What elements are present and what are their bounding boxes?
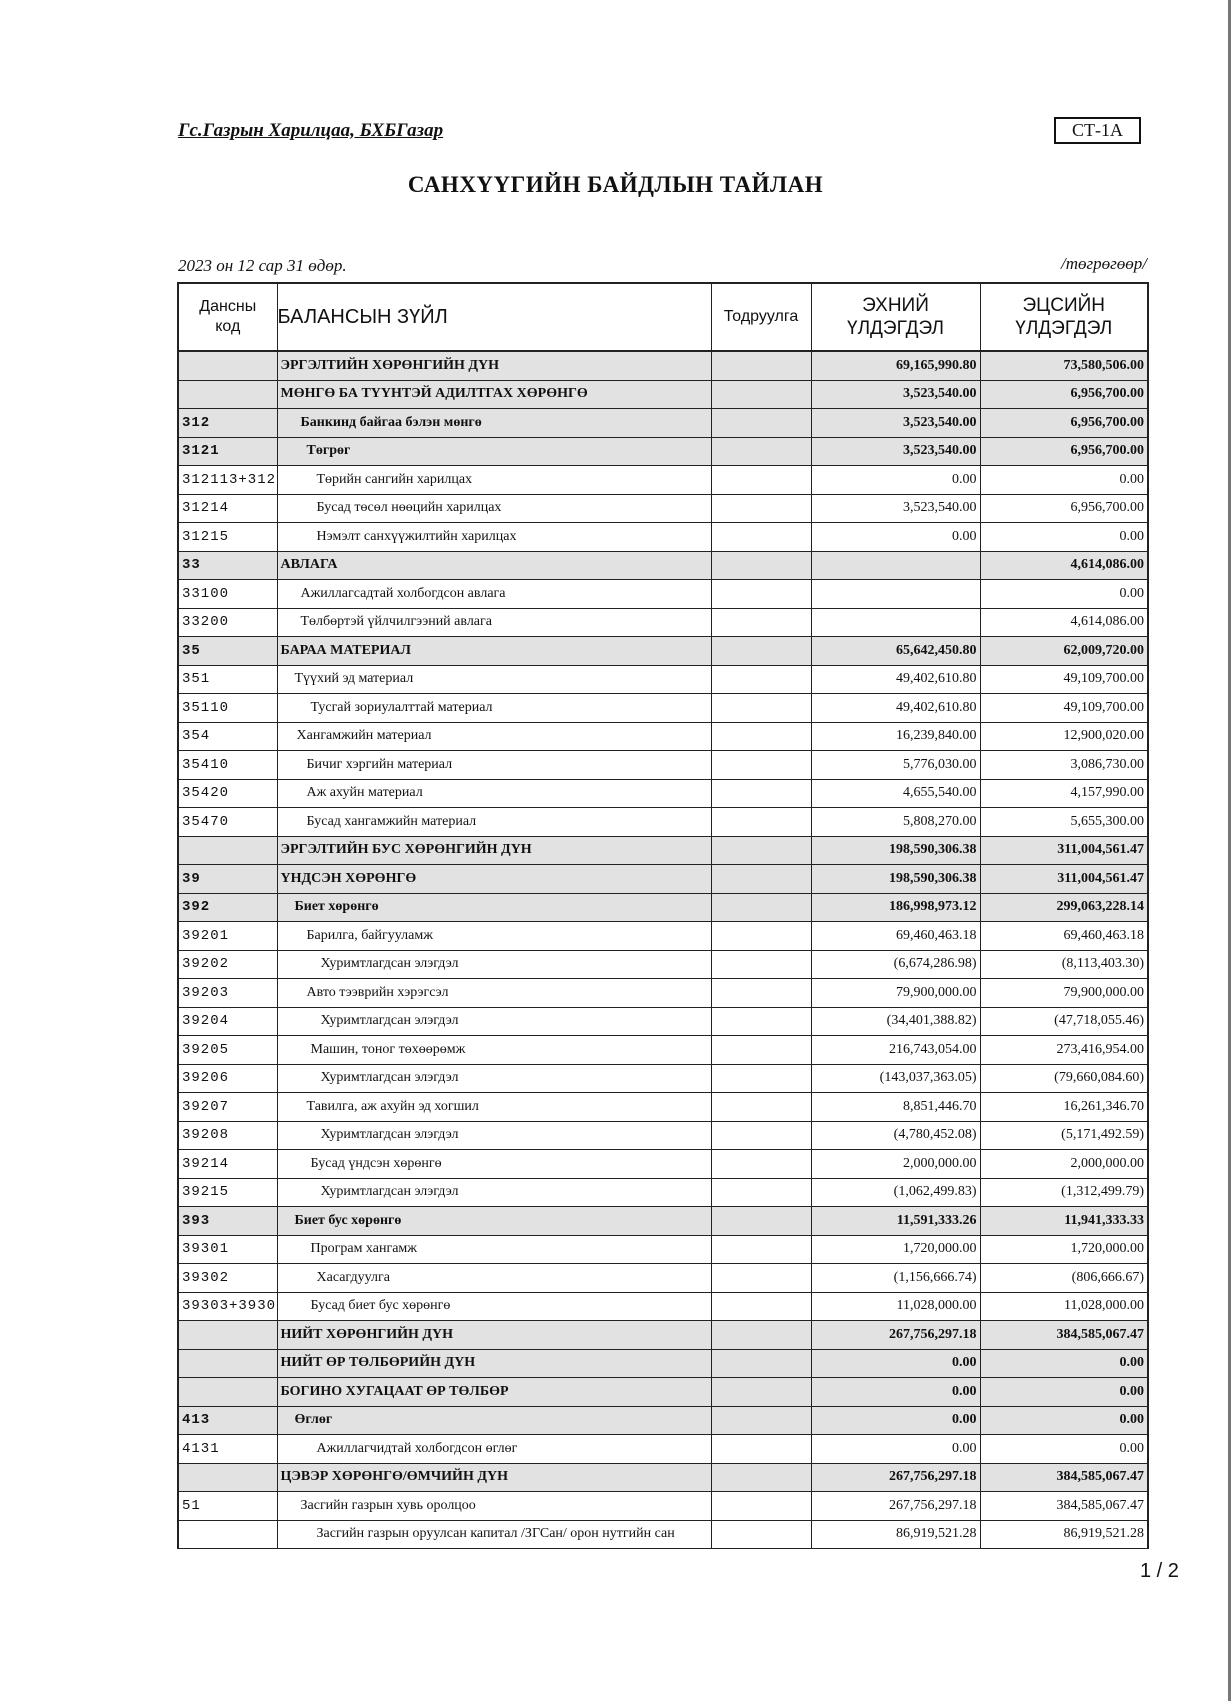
table-row: [178, 494, 1148, 523]
closing-balance-cell: 69,460,463.18: [980, 922, 1148, 951]
note-cell: [711, 1150, 811, 1179]
opening-balance-cell: (34,401,388.82): [811, 1007, 980, 1036]
table-row: [178, 779, 1148, 808]
opening-balance-cell: (1,062,499.83): [811, 1178, 980, 1207]
closing-balance-cell: 384,585,067.47: [980, 1321, 1148, 1350]
closing-balance-cell: 2,000,000.00: [980, 1150, 1148, 1179]
table-row: [178, 580, 1148, 609]
account-code-cell: 413: [178, 1406, 277, 1435]
table-row: [178, 1007, 1148, 1036]
account-code-cell: 39204: [178, 1007, 277, 1036]
table-row: [178, 922, 1148, 951]
account-code-cell: 35110: [178, 694, 277, 723]
account-code-cell: 312113+312: [178, 466, 277, 495]
closing-balance-cell: 0.00: [980, 1349, 1148, 1378]
closing-balance-cell: 16,261,346.70: [980, 1093, 1148, 1122]
note-cell: [711, 1036, 811, 1065]
opening-balance-cell: 3,523,540.00: [811, 494, 980, 523]
note-cell: [711, 1207, 811, 1236]
note-cell: [711, 665, 811, 694]
opening-balance-cell: 2,000,000.00: [811, 1150, 980, 1179]
table-row: [178, 1064, 1148, 1093]
note-cell: [711, 409, 811, 438]
column-header-closing: ЭЦСИЙН ҮЛДЭГДЭЛ: [980, 283, 1148, 351]
table-row: [178, 694, 1148, 723]
closing-balance-cell: 79,900,000.00: [980, 979, 1148, 1008]
table-body: [178, 351, 1148, 1549]
account-code-cell: 39303+3930: [178, 1292, 277, 1321]
account-code-cell: [178, 836, 277, 865]
closing-balance-cell: (1,312,499.79): [980, 1178, 1148, 1207]
page-number: 1 / 2: [1140, 1560, 1179, 1582]
note-cell: [711, 523, 811, 552]
closing-balance-cell: 6,956,700.00: [980, 409, 1148, 438]
balance-item-cell: Хангамжийн материал: [277, 722, 711, 751]
opening-balance-cell: 69,460,463.18: [811, 922, 980, 951]
closing-balance-cell: 0.00: [980, 1378, 1148, 1407]
balance-item-cell: ЭРГЭЛТИЙН ХӨРӨНГИЙН ДҮН: [277, 351, 711, 380]
opening-balance-cell: 86,919,521.28: [811, 1520, 980, 1549]
balance-item-cell: БАРАА МАТЕРИАЛ: [277, 637, 711, 666]
closing-balance-cell: 12,900,020.00: [980, 722, 1148, 751]
closing-balance-cell: 384,585,067.47: [980, 1463, 1148, 1492]
balance-item-cell: Засгийн газрын оруулсан капитал /ЗГСан/ орон нутгийн сан: [277, 1520, 711, 1549]
account-code-cell: 31215: [178, 523, 277, 552]
table-row: [178, 1178, 1148, 1207]
report-date: 2023 он 12 сар 31 өдөр.: [178, 256, 347, 275]
table-row: [178, 437, 1148, 466]
closing-balance-cell: 49,109,700.00: [980, 694, 1148, 723]
balance-item-cell: Бусад биет бус хөрөнгө: [277, 1292, 711, 1321]
table-row: [178, 893, 1148, 922]
table-row: [178, 523, 1148, 552]
account-code-cell: 35470: [178, 808, 277, 837]
opening-balance-cell: 11,028,000.00: [811, 1292, 980, 1321]
account-code-cell: 31214: [178, 494, 277, 523]
opening-balance-cell: 11,591,333.26: [811, 1207, 980, 1236]
account-code-cell: [178, 351, 277, 380]
note-cell: [711, 722, 811, 751]
table-row: [178, 1349, 1148, 1378]
balance-item-cell: Хасагдуулга: [277, 1264, 711, 1293]
table-row: [178, 1321, 1148, 1350]
table-row: [178, 1463, 1148, 1492]
note-cell: [711, 1121, 811, 1150]
table-row: [178, 1093, 1148, 1122]
currency-unit: /төгрөгөөр/: [1061, 254, 1147, 273]
opening-balance-cell: 0.00: [811, 1378, 980, 1407]
opening-balance-cell: 65,642,450.80: [811, 637, 980, 666]
table-row: [178, 950, 1148, 979]
balance-item-cell: Бусад үндсэн хөрөнгө: [277, 1150, 711, 1179]
closing-balance-cell: 3,086,730.00: [980, 751, 1148, 780]
table-row: [178, 1378, 1148, 1407]
note-cell: [711, 865, 811, 894]
table-row: [178, 1520, 1148, 1549]
note-cell: [711, 922, 811, 951]
balance-item-cell: Аж ахуйн материал: [277, 779, 711, 808]
opening-balance-cell: 3,523,540.00: [811, 380, 980, 409]
balance-item-cell: Засгийн газрын хувь оролцоо: [277, 1492, 711, 1521]
note-cell: [711, 694, 811, 723]
table-row: [178, 865, 1148, 894]
note-cell: [711, 608, 811, 637]
balance-item-cell: Ажиллагсадтай холбогдсон авлага: [277, 580, 711, 609]
note-cell: [711, 1406, 811, 1435]
table-row: [178, 722, 1148, 751]
note-cell: [711, 950, 811, 979]
balance-item-cell: Төгрөг: [277, 437, 711, 466]
note-cell: [711, 1007, 811, 1036]
opening-balance-cell: (4,780,452.08): [811, 1121, 980, 1150]
closing-balance-cell: (8,113,403.30): [980, 950, 1148, 979]
account-code-cell: 35420: [178, 779, 277, 808]
table-row: [178, 1435, 1148, 1464]
table-row: [178, 1292, 1148, 1321]
closing-balance-cell: 0.00: [980, 580, 1148, 609]
table-row: [178, 1492, 1148, 1521]
closing-balance-cell: 273,416,954.00: [980, 1036, 1148, 1065]
opening-balance-cell: [811, 551, 980, 580]
opening-balance-cell: 4,655,540.00: [811, 779, 980, 808]
account-code-cell: [178, 380, 277, 409]
opening-balance-cell: 0.00: [811, 523, 980, 552]
note-cell: [711, 1235, 811, 1264]
note-cell: [711, 751, 811, 780]
opening-balance-cell: [811, 608, 980, 637]
closing-balance-cell: 299,063,228.14: [980, 893, 1148, 922]
balance-item-cell: Машин, тоног төхөөрөмж: [277, 1036, 711, 1065]
column-header-code: Дансны код: [178, 283, 277, 351]
closing-balance-cell: (806,666.67): [980, 1264, 1148, 1293]
account-code-cell: 392: [178, 893, 277, 922]
closing-balance-cell: 73,580,506.00: [980, 351, 1148, 380]
note-cell: [711, 1264, 811, 1293]
opening-balance-cell: 3,523,540.00: [811, 409, 980, 438]
balance-item-cell: Өглөг: [277, 1406, 711, 1435]
account-code-cell: 39: [178, 865, 277, 894]
account-code-cell: [178, 1378, 277, 1407]
closing-balance-cell: 0.00: [980, 466, 1148, 495]
account-code-cell: 312: [178, 409, 277, 438]
account-code-cell: 33200: [178, 608, 277, 637]
opening-balance-cell: (1,156,666.74): [811, 1264, 980, 1293]
account-code-cell: 351: [178, 665, 277, 694]
balance-item-cell: Төлбөртэй үйлчилгээний авлага: [277, 608, 711, 637]
table-row: [178, 551, 1148, 580]
closing-balance-cell: 11,028,000.00: [980, 1292, 1148, 1321]
note-cell: [711, 580, 811, 609]
closing-balance-cell: 11,941,333.33: [980, 1207, 1148, 1236]
closing-balance-cell: 1,720,000.00: [980, 1235, 1148, 1264]
closing-balance-cell: 62,009,720.00: [980, 637, 1148, 666]
opening-balance-cell: 49,402,610.80: [811, 694, 980, 723]
account-code-cell: 39301: [178, 1235, 277, 1264]
balance-item-cell: АВЛАГА: [277, 551, 711, 580]
table-row: [178, 836, 1148, 865]
account-code-cell: 39207: [178, 1093, 277, 1122]
balance-item-cell: Бичиг хэргийн материал: [277, 751, 711, 780]
opening-balance-cell: 69,165,990.80: [811, 351, 980, 380]
opening-balance-cell: 267,756,297.18: [811, 1492, 980, 1521]
column-header-item: БАЛАНСЫН ЗҮЙЛ: [277, 283, 711, 351]
note-cell: [711, 466, 811, 495]
organization-name: Гс.Газрын Харилцаа, БХБГазар: [178, 120, 444, 141]
balance-item-cell: Тусгай зориулалттай материал: [277, 694, 711, 723]
note-cell: [711, 1435, 811, 1464]
note-cell: [711, 808, 811, 837]
opening-balance-cell: 198,590,306.38: [811, 865, 980, 894]
account-code-cell: 35: [178, 637, 277, 666]
balance-item-cell: МӨНГӨ БА ТҮҮНТЭЙ АДИЛТГАХ ХӨРӨНГӨ: [277, 380, 711, 409]
table-row: [178, 466, 1148, 495]
closing-balance-cell: 4,157,990.00: [980, 779, 1148, 808]
balance-item-cell: ЦЭВЭР ХӨРӨНГӨ/ӨМЧИЙН ДҮН: [277, 1463, 711, 1492]
note-cell: [711, 1349, 811, 1378]
account-code-cell: 51: [178, 1492, 277, 1521]
opening-balance-cell: 186,998,973.12: [811, 893, 980, 922]
column-header-note: Тодруулга: [711, 283, 811, 351]
balance-item-cell: Хуримтлагдсан элэгдэл: [277, 1178, 711, 1207]
table-row: [178, 979, 1148, 1008]
opening-balance-cell: 5,776,030.00: [811, 751, 980, 780]
table-row: [178, 665, 1148, 694]
note-cell: [711, 494, 811, 523]
note-cell: [711, 1321, 811, 1350]
opening-balance-cell: 267,756,297.18: [811, 1463, 980, 1492]
opening-balance-cell: [811, 580, 980, 609]
opening-balance-cell: 79,900,000.00: [811, 979, 980, 1008]
opening-balance-cell: 8,851,446.70: [811, 1093, 980, 1122]
opening-balance-cell: 5,808,270.00: [811, 808, 980, 837]
table-row: [178, 637, 1148, 666]
table-row: [178, 1235, 1148, 1264]
balance-item-cell: Түүхий эд материал: [277, 665, 711, 694]
table-row: [178, 1036, 1148, 1065]
note-cell: [711, 551, 811, 580]
balance-item-cell: Програм хангамж: [277, 1235, 711, 1264]
balance-item-cell: Бусад төсөл нөөцийн харилцах: [277, 494, 711, 523]
closing-balance-cell: 49,109,700.00: [980, 665, 1148, 694]
closing-balance-cell: 6,956,700.00: [980, 494, 1148, 523]
account-code-cell: 39206: [178, 1064, 277, 1093]
balance-item-cell: НИЙТ ХӨРӨНГИЙН ДҮН: [277, 1321, 711, 1350]
closing-balance-cell: 5,655,300.00: [980, 808, 1148, 837]
table-row: [178, 409, 1148, 438]
note-cell: [711, 836, 811, 865]
account-code-cell: 35410: [178, 751, 277, 780]
closing-balance-cell: 4,614,086.00: [980, 551, 1148, 580]
account-code-cell: 39203: [178, 979, 277, 1008]
account-code-cell: 39215: [178, 1178, 277, 1207]
balance-item-cell: Хуримтлагдсан элэгдэл: [277, 1064, 711, 1093]
closing-balance-cell: (47,718,055.46): [980, 1007, 1148, 1036]
opening-balance-cell: 1,720,000.00: [811, 1235, 980, 1264]
table-row: [178, 1207, 1148, 1236]
balance-item-cell: Хуримтлагдсан элэгдэл: [277, 950, 711, 979]
report-title: САНХҮҮГИЙН БАЙДЛЫН ТАЙЛАН: [407, 172, 824, 197]
opening-balance-cell: 0.00: [811, 1349, 980, 1378]
table-row: [178, 1121, 1148, 1150]
form-code-box: СТ-1А: [1054, 117, 1141, 144]
account-code-cell: 39202: [178, 950, 277, 979]
closing-balance-cell: 4,614,086.00: [980, 608, 1148, 637]
note-cell: [711, 1178, 811, 1207]
balance-item-cell: ЭРГЭЛТИЙН БУС ХӨРӨНГИЙН ДҮН: [277, 836, 711, 865]
closing-balance-cell: 384,585,067.47: [980, 1492, 1148, 1521]
closing-balance-cell: 6,956,700.00: [980, 380, 1148, 409]
closing-balance-cell: 311,004,561.47: [980, 836, 1148, 865]
account-code-cell: 39302: [178, 1264, 277, 1293]
table-row: [178, 751, 1148, 780]
balance-item-cell: Нэмэлт санхүүжилтийн харилцах: [277, 523, 711, 552]
table-row: [178, 380, 1148, 409]
note-cell: [711, 1093, 811, 1122]
note-cell: [711, 979, 811, 1008]
table-row: [178, 1264, 1148, 1293]
balance-item-cell: ҮНДСЭН ХӨРӨНГӨ: [277, 865, 711, 894]
note-cell: [711, 1292, 811, 1321]
account-code-cell: 33100: [178, 580, 277, 609]
closing-balance-cell: 86,919,521.28: [980, 1520, 1148, 1549]
table-row: [178, 608, 1148, 637]
note-cell: [711, 1378, 811, 1407]
balance-item-cell: Биет бус хөрөнгө: [277, 1207, 711, 1236]
note-cell: [711, 1520, 811, 1549]
account-code-cell: 3121: [178, 437, 277, 466]
balance-item-cell: Бусад хангамжийн материал: [277, 808, 711, 837]
note-cell: [711, 893, 811, 922]
closing-balance-cell: 6,956,700.00: [980, 437, 1148, 466]
table-row: [178, 351, 1148, 380]
opening-balance-cell: 0.00: [811, 466, 980, 495]
account-code-cell: [178, 1321, 277, 1350]
opening-balance-cell: (6,674,286.98): [811, 950, 980, 979]
note-cell: [711, 1492, 811, 1521]
opening-balance-cell: 0.00: [811, 1406, 980, 1435]
account-code-cell: 39208: [178, 1121, 277, 1150]
note-cell: [711, 380, 811, 409]
account-code-cell: 39214: [178, 1150, 277, 1179]
table-row: [178, 1406, 1148, 1435]
closing-balance-cell: 0.00: [980, 523, 1148, 552]
account-code-cell: [178, 1463, 277, 1492]
opening-balance-cell: 216,743,054.00: [811, 1036, 980, 1065]
balance-item-cell: Авто тээврийн хэрэгсэл: [277, 979, 711, 1008]
balance-item-cell: Барилга, байгууламж: [277, 922, 711, 951]
note-cell: [711, 779, 811, 808]
note-cell: [711, 351, 811, 380]
closing-balance-cell: 0.00: [980, 1406, 1148, 1435]
balance-item-cell: Хуримтлагдсан элэгдэл: [277, 1007, 711, 1036]
balance-item-cell: БОГИНО ХУГАЦААТ ӨР ТӨЛБӨР: [277, 1378, 711, 1407]
account-code-cell: 39201: [178, 922, 277, 951]
closing-balance-cell: 311,004,561.47: [980, 865, 1148, 894]
balance-item-cell: Тавилга, аж ахуйн эд хогшил: [277, 1093, 711, 1122]
closing-balance-cell: (79,660,084.60): [980, 1064, 1148, 1093]
account-code-cell: [178, 1520, 277, 1549]
account-code-cell: 4131: [178, 1435, 277, 1464]
account-code-cell: 39205: [178, 1036, 277, 1065]
closing-balance-cell: (5,171,492.59): [980, 1121, 1148, 1150]
account-code-cell: [178, 1349, 277, 1378]
note-cell: [711, 1064, 811, 1093]
table-header-row: [178, 283, 1148, 351]
opening-balance-cell: 49,402,610.80: [811, 665, 980, 694]
balance-item-cell: Хуримтлагдсан элэгдэл: [277, 1121, 711, 1150]
account-code-cell: 33: [178, 551, 277, 580]
opening-balance-cell: 3,523,540.00: [811, 437, 980, 466]
balance-item-cell: Биет хөрөнгө: [277, 893, 711, 922]
opening-balance-cell: (143,037,363.05): [811, 1064, 980, 1093]
note-cell: [711, 637, 811, 666]
table-row: [178, 1150, 1148, 1179]
closing-balance-cell: 0.00: [980, 1435, 1148, 1464]
note-cell: [711, 1463, 811, 1492]
opening-balance-cell: 0.00: [811, 1435, 980, 1464]
balance-item-cell: Банкинд байгаа бэлэн мөнгө: [277, 409, 711, 438]
balance-sheet-table: [177, 282, 1149, 1549]
note-cell: [711, 437, 811, 466]
balance-item-cell: НИЙТ ӨР ТӨЛБӨРИЙН ДҮН: [277, 1349, 711, 1378]
opening-balance-cell: 267,756,297.18: [811, 1321, 980, 1350]
account-code-cell: 354: [178, 722, 277, 751]
balance-item-cell: Ажиллагчидтай холбогдсон өглөг: [277, 1435, 711, 1464]
column-header-opening: ЭХНИЙ ҮЛДЭГДЭЛ: [811, 283, 980, 351]
account-code-cell: 393: [178, 1207, 277, 1236]
table-row: [178, 808, 1148, 837]
balance-item-cell: Төрийн сангийн харилцах: [277, 466, 711, 495]
opening-balance-cell: 16,239,840.00: [811, 722, 980, 751]
opening-balance-cell: 198,590,306.38: [811, 836, 980, 865]
